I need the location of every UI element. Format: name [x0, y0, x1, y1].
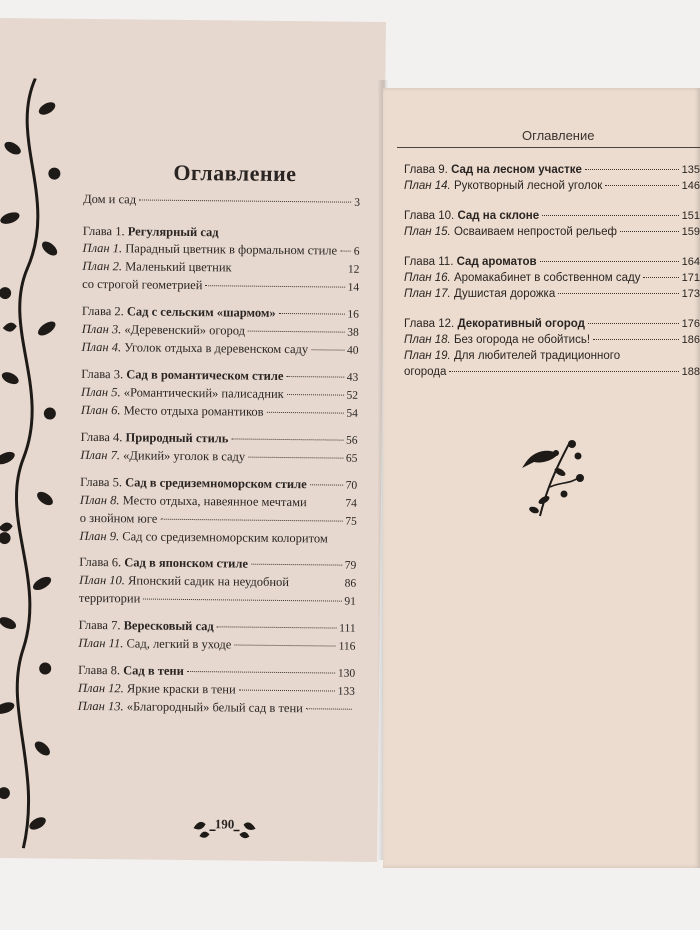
leader-dots — [160, 519, 342, 522]
plan-title: «Деревенский» огород — [124, 322, 246, 338]
chapter-title: Сад в тени — [123, 663, 184, 678]
leader-dots — [593, 339, 679, 340]
leader-dots — [239, 690, 335, 692]
plan-title: Сад, легкий в уходе — [126, 636, 232, 652]
plan-number: План 1. — [82, 240, 123, 256]
leader-dots — [449, 371, 678, 372]
plan-title: Без огорода не обойтись! — [453, 334, 591, 346]
plan-title: Аромакабинет в собственном саду — [453, 272, 641, 284]
plan-number: План 4. — [81, 339, 122, 355]
plan-title: Сад со средиземноморским колоритом — [122, 529, 328, 546]
entry-page: 159 — [681, 226, 700, 238]
chapter-number: Глава 1. — [82, 223, 125, 239]
toc-plan — [404, 224, 700, 240]
plan-title: Осваиваем непростой рельеф — [453, 226, 617, 238]
toc-plan — [78, 698, 355, 718]
chapter-title: Регулярный сад — [127, 224, 219, 240]
entry-page: 86 — [344, 577, 357, 590]
entry-page: 135 — [681, 164, 700, 176]
toc-plan — [404, 270, 700, 286]
entry-page: 186 — [681, 334, 700, 346]
entry-page: 75 — [345, 515, 357, 528]
leader-dots — [306, 708, 352, 709]
entry-page: 171 — [681, 272, 700, 284]
plan-title: «Дикий» уголок в саду — [123, 448, 246, 464]
chapter-number: Глава 4. — [80, 429, 123, 445]
plan-title: Рукотворный лесной уголок — [453, 180, 603, 192]
running-head: Оглавление — [522, 128, 595, 143]
chapter-title: Вересковый сад — [123, 618, 214, 634]
plan-number: План 2. — [82, 258, 123, 274]
plan-number: План 7. — [80, 447, 121, 463]
header-rule — [397, 147, 700, 148]
leader-dots — [279, 313, 345, 315]
entry-page: 116 — [338, 640, 356, 653]
leader-dots — [588, 323, 679, 324]
plan-number: План 11. — [78, 635, 124, 651]
plan-title-cont: со строгой геометрией — [82, 276, 203, 293]
plan-title: Для любителей традиционного — [453, 350, 621, 362]
leader-dots — [643, 277, 678, 278]
page-title: Оглавление — [173, 159, 297, 187]
leader-dots — [143, 599, 341, 602]
chapter-title: Сад ароматов — [456, 256, 537, 268]
plan-number: План 12. — [77, 680, 124, 696]
entry-page: 133 — [337, 685, 356, 698]
plan-number: План 13. — [77, 698, 124, 714]
plan-title: Японский садик на неудобной — [128, 573, 290, 590]
leader-dots — [311, 349, 344, 350]
leader-dots — [267, 412, 344, 414]
vine-ornament-icon — [0, 78, 71, 849]
chapter-title: Сад на склоне — [457, 210, 540, 222]
entry-page: 56 — [346, 434, 358, 447]
entry-page: 70 — [345, 479, 358, 492]
plan-title: Место отдыха, навеянное мечтами — [122, 493, 307, 510]
plan-number: План 6. — [80, 402, 121, 418]
toc-chapter — [404, 162, 700, 178]
toc-plan — [404, 178, 700, 194]
entry-page: 79 — [344, 559, 357, 572]
leader-dots — [585, 169, 679, 170]
leader-dots — [620, 231, 679, 232]
chapter-number: Глава 9. — [404, 164, 448, 176]
entry-page: 91 — [344, 595, 356, 608]
leader-dots — [139, 199, 351, 202]
plan-number: План 19. — [404, 350, 451, 362]
plan-title: «Благородный» белый сад в тени — [126, 699, 303, 716]
leader-dots — [542, 215, 679, 216]
leader-dots — [540, 261, 679, 262]
entry-page: 151 — [681, 210, 700, 222]
toc-plan — [79, 528, 356, 548]
chapter-number: Глава 7. — [78, 617, 121, 633]
left-page — [0, 18, 386, 862]
toc-chapter — [404, 316, 700, 332]
chapter-number: Глава 2. — [81, 303, 124, 319]
plan-number: План 5. — [81, 384, 121, 400]
toc-right — [404, 162, 700, 380]
leader-dots — [248, 331, 344, 333]
plan-number: План 14. — [404, 180, 451, 192]
entry-page: 43 — [346, 371, 359, 384]
plan-title-cont: территории — [78, 590, 141, 606]
entry-page: 65 — [345, 452, 358, 465]
plan-number: План 18. — [404, 334, 451, 346]
plan-title: Маленький цветник — [125, 259, 232, 275]
chapter-number: Глава 10. — [404, 210, 455, 222]
plan-title: Душистая дорожка — [453, 288, 556, 300]
plan-title-cont: огорода — [404, 366, 447, 378]
chapter-title: Сад в японском стиле — [124, 555, 249, 571]
chapter-title: Сад с сельским «шармом» — [126, 304, 276, 320]
leader-dots — [286, 376, 343, 378]
entry-page: 188 — [681, 366, 700, 378]
leader-dots — [205, 285, 344, 287]
plan-number: План 3. — [81, 321, 122, 337]
bird-on-branch-icon — [520, 432, 586, 518]
entry-page: 74 — [345, 497, 357, 510]
entry-label: Дом и сад — [83, 191, 137, 207]
plan-number: План 17. — [404, 288, 451, 300]
leader-dots — [558, 293, 678, 294]
chapter-number: Глава 3. — [81, 366, 124, 382]
leader-dots — [187, 671, 335, 674]
plan-number: План 10. — [79, 572, 126, 588]
entry-page: 38 — [347, 326, 359, 339]
chapter-title: Декоративный огород — [457, 318, 585, 330]
plan-number: План 8. — [79, 492, 120, 508]
leader-dots — [248, 457, 343, 459]
entry-page: 6 — [353, 245, 360, 258]
entry-page: 173 — [681, 288, 700, 300]
plan-title: Место отдыха романтиков — [123, 403, 264, 419]
chapter-number: Глава 6. — [79, 554, 122, 570]
leader-dots — [340, 251, 351, 252]
plan-title: Парадный цветник в формальном стиле — [125, 241, 338, 258]
chapter-title: Сад на лесном участке — [451, 164, 582, 176]
plan-title: «Романтический» палисадник — [123, 385, 284, 401]
chapter-number: Глава 5. — [80, 474, 123, 490]
toc-plan — [404, 286, 700, 302]
entry-page: 176 — [681, 318, 700, 330]
chapter-number: Глава 11. — [404, 256, 454, 268]
leader-dots — [251, 564, 342, 566]
toc-plan — [404, 332, 700, 348]
leader-dots — [231, 438, 343, 440]
entry-page: 111 — [339, 622, 356, 635]
chapter-number: Глава 12. — [404, 318, 455, 330]
entry-page: 12 — [347, 263, 360, 276]
entry-page: 16 — [347, 308, 359, 321]
chapter-number: Глава 8. — [78, 662, 121, 678]
toc-plan — [404, 348, 700, 364]
plan-title: Уголок отдыха в деревенском саду — [124, 340, 309, 357]
toc-left — [78, 191, 360, 718]
leader-dots — [217, 626, 336, 628]
entry-page: 146 — [681, 180, 700, 192]
leader-dots — [310, 484, 343, 485]
leader-dots — [287, 394, 344, 396]
entry-page: 3 — [354, 196, 361, 209]
entry-page: 40 — [346, 344, 359, 357]
plan-number: План 16. — [404, 272, 451, 284]
entry-page: 14 — [347, 281, 360, 294]
entry-page: 164 — [681, 256, 700, 268]
entry-page: 52 — [346, 389, 359, 402]
plan-number: План 9. — [79, 528, 120, 544]
chapter-title: Сад в средиземноморском стиле — [125, 475, 307, 492]
chapter-title: Природный стиль — [125, 430, 229, 446]
plan-title-cont: о знойном юге — [79, 510, 158, 526]
toc-plan-cont — [404, 364, 700, 380]
leader-dots — [605, 185, 678, 186]
toc-chapter — [404, 254, 700, 270]
entry-page: 130 — [337, 667, 356, 680]
plan-number: План 15. — [404, 226, 451, 238]
entry-page: 54 — [346, 407, 358, 420]
chapter-title: Сад в романтическом стиле — [126, 367, 284, 383]
page-number: 190 — [214, 816, 235, 832]
plan-title: Яркие краски в тени — [126, 681, 236, 697]
leader-dots — [234, 644, 335, 646]
toc-chapter — [404, 208, 700, 224]
